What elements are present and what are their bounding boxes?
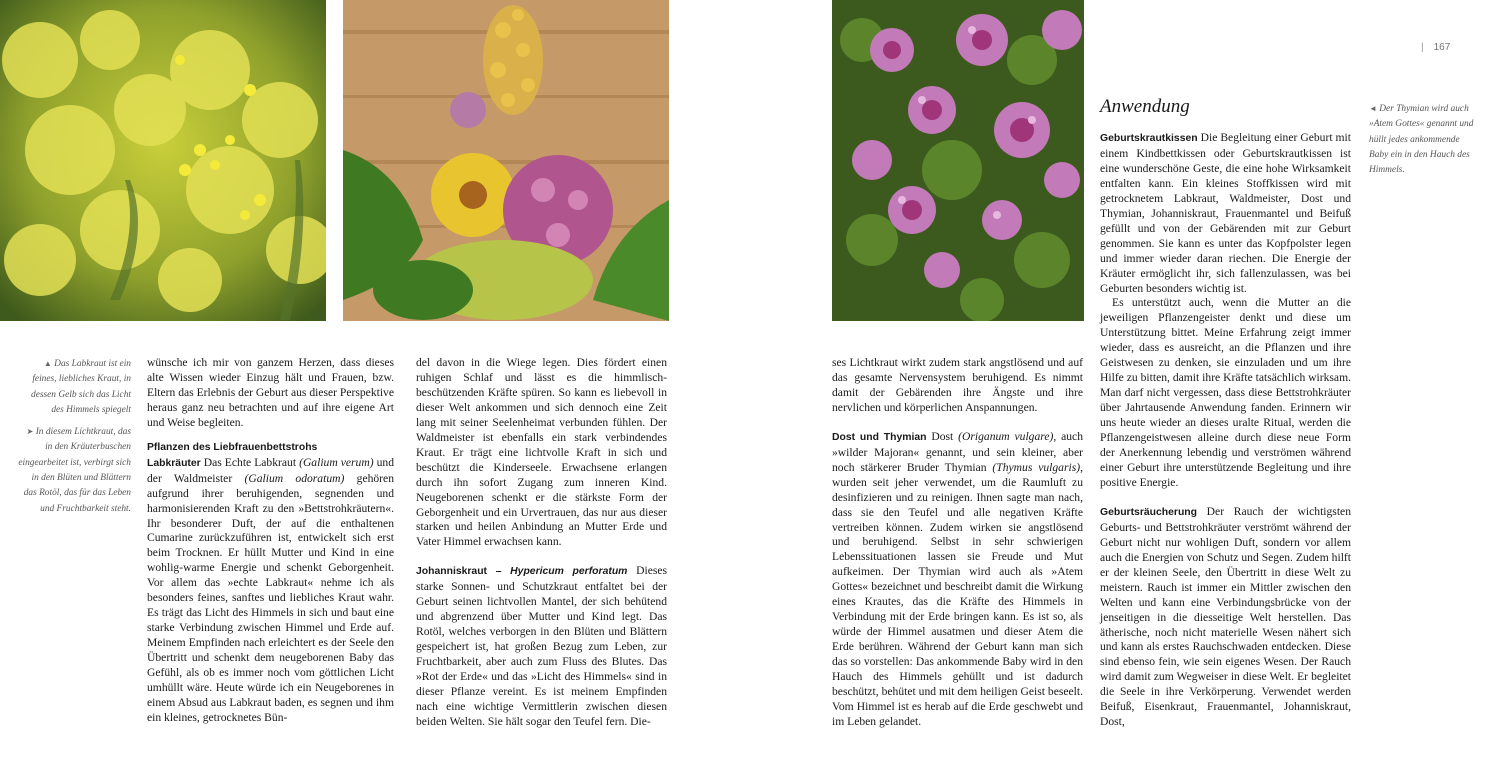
paragraph: Es unterstützt auch, wenn die Mutter an die jeweiligen Pflanzengeister denkt und diese um Unterstützung bittet. Meine Erfahrung zeigt immer wieder, dass es ausreicht, an die Pflanzen und ihre Geistwesen zu denken, sie einzuladen und um ihre Hilfe zu bitten, damit ihre Kräfte tatsächlich wirksam. Man darf nicht vergessen, dass diese Bettstrohkräuter über Jahrtausende Anwendung fanden. Erinnern wir uns heute wieder an dieses uralte Ritual, werden die Pflanzengeistwesen alleine durch diese neue Form der Anerkennung lebendig und verströmen während einer Geburt ihre unterstützende Begleitung und ihre positive Energie. xyxy=(1100,296,1351,489)
arrow-left-icon: ◄ xyxy=(1369,104,1377,113)
paragraph: ses Lichtkraut wirkt zudem stark angstlösend und auf das gesamte Nervensystem beruhigend. Es nimmt damit der Gebärenden ihre Ängste und ihre nervlichen und körperlichen Anspannungen. xyxy=(832,356,1083,414)
captions-left xyxy=(18,356,131,517)
latin-name: (Thymus vulgaris) xyxy=(992,460,1081,474)
page-number-value: 167 xyxy=(1433,42,1451,53)
subheading-pflanzen: Pflanzen des Liebfrauenbettstrohs xyxy=(147,441,318,453)
paragraph-geburtsraeucherung xyxy=(1100,505,1351,730)
caption-labkraut xyxy=(18,356,131,418)
text-run: gehören aufgrund ihrer beruhigenden, segnenden und harmonisierenden Kraft zu den »Bettstrohkräutern«. Ihr besonderer Duft, der auf die enthaltenen Cumarine zurückzuführen ist, entwickelt sich erst beim Trocknen. Er hüllt Mutter und Kind in eine wohlig-warme Energie und schenkt Geborgenheit. Vor allem das »echte Labkraut« nehme ich als besonders feines, sanftes und liebliches Kraut wahr. Es trägt das Licht des Himmels in sich und baut eine starke Verbindung zwischen Himmel und Erde auf. Meinem Empfinden nach erleichtert es der Seele den Übertritt und schenkt dem neugeborenen Baby das Gefühl, als ob es immer noch vom göttlichen Licht umhüllt wäre. Heute würde ich ein Neugeborenes in einem Absud aus Labkraut baden, es segnen und ihm ein kleines, getrocknetes Bün- xyxy=(147,471,394,724)
text-run: Der Rauch der wichtigsten Geburts- und Bettstrohkräuter verströmt während der Geburt nicht nur wohligen Duft, sondern vor allem auch die Energien von Schutz und Segen. Zudem hilft er der kleinen Seele, den Übertritt in diese Welt zu meistern. Rauch ist immer ein Mittler zwischen den Welten und kann eine Verbindungsbrücke von der jenseitigen in die diesseitige Welt herstellen. Das ätherische, noch nicht materielle Wesen nähert sich und kann als erstes Rauchschwaden entdecken. Diese sind ebenso fein, wie sein eigenes Wesen. Der Rauch wird damit zum Wegweiser in diese Welt. Er begleitet die Seele in ihre Verkörperung. Verwendet werden Beifuß, Eisenkraut, Frauenmantel, Johanniskraut, Dost, xyxy=(1100,504,1351,729)
photo-thyme xyxy=(832,0,1084,321)
paragraph-head: Johanniskraut – xyxy=(416,566,511,578)
caption-thymian-text: Der Thymian wird auch »Atem Gottes« genannt und hüllt jedes ankommende Baby ein in den Hauch des Himmels. xyxy=(1369,104,1474,176)
text-run: und der Waldmeister xyxy=(147,455,394,485)
paragraph-head: Geburtskrautkissen xyxy=(1100,133,1198,144)
latin-name: Hypericum perforatum xyxy=(510,566,628,578)
arrow-right-icon: ➤ xyxy=(26,427,34,437)
text-run: Das Echte Labkraut xyxy=(200,455,300,469)
paragraph: del davon in die Wiege legen. Dies fördert einen ruhigen Schlaf und lässt es die himmlisch-beschützenden Kräfte spüren. So kann es liebevoll in dieser Welt ankommen und sich dennoch eine Zeit lang mit seiner Seelenheimat verbunden fühlen. Der Waldmeister ist ebenfalls ein stark verbindendes Kraut. Er trägt eine lichtvolle Kraft in sich und beschützt die Kinderseele. Erwachsene erlangen durch ihn sofort Zugang zum inneren Kind. Neugeborenen schenkt er die stärkste Form der Geborgenheit und ein Urvertrauen, das nur aus dieser starken und heilen Anbindung an Mutter Erde und Vater Himmel erwachsen kann. xyxy=(416,356,667,549)
caption-johanniskraut-text: In diesem Lichtkraut, das in den Kräuterbuschen eingearbeitet ist, verbirgt sich in den Blüten und Blättern das Rotöl, das für das Leben und Fruchtbarkeit steht. xyxy=(18,427,131,514)
text-run: Dost xyxy=(926,429,959,443)
paragraph-geburtskrautkissen xyxy=(1100,131,1351,296)
text-run: Die Begleitung einer Geburt mit einem Kindbettkissen oder Geburtskrautkissen ist eine wunderschöne Geste, die eine hohe Wirksamkeit entfalten kann. Ein kleines Stoffkissen wird mit getrocknetem Labkraut, Waldmeister, Dost und Thymian, Johanniskraut, Frauenmantel und Beifuß gefüllt und von der Gebärenden mit zur Geburt genommen. Sie kann es unter das Kopfpolster legen und immer wieder daran riechen. Die Energie der Kräuter ermöglicht ihr, sich fallenzulassen, was bei Geburten besonders wichtig ist. xyxy=(1100,131,1351,295)
arrow-up-icon: ▲ xyxy=(43,359,52,368)
paragraph: wünsche ich mir von ganzem Herzen, dass dieses alte Wissen wieder Einzug hält und Frauen, bzw. Eltern das Erlebnis der Geburt aus dieser Perspektive heraus ganz neu betrachten und auf ihre eigene Art und Weise begleiten. xyxy=(147,356,394,429)
paragraph-johanniskraut xyxy=(416,564,667,729)
section-title: Anwendung xyxy=(1100,96,1190,117)
caption-thymian xyxy=(1369,101,1479,178)
text-column-3 xyxy=(832,356,1083,730)
caption-labkraut-text: Das Labkraut ist ein feines, liebliches Kraut, in dessen Gelb sich das Licht des Himmels spiegelt xyxy=(31,359,131,415)
photo-herb-bouquet xyxy=(343,0,669,321)
photo-lady-bedstraw xyxy=(0,0,326,321)
paragraph-head: Labkräuter xyxy=(147,457,201,469)
paragraph-head: Dost und Thymian xyxy=(832,431,927,443)
paragraph-head: Geburtsräucherung xyxy=(1100,506,1197,518)
paragraph-labkraeuter xyxy=(147,456,394,726)
paragraph-dost-thymian xyxy=(832,430,1083,730)
latin-name: (Galium verum) xyxy=(299,455,374,469)
text-column-4 xyxy=(1100,131,1351,730)
text-run: , wurden seit jeher verwendet, um die Raumluft zu desinfizieren und zu reinigen. Ihnen sagte man nach, dass sie den Teufel und alle negativen Kräfte vertreiben können. Zudem wirken sie angstlösend und beruhigend. Selbst in sehr schwierigen Lebenssituationen lassen sie Freude und Mut aufkeimen. Der Thymian wird auch als »Atem Gottes« bezeichnet und beschreibt damit die Wirkung eines Krautes, das die Kräfte des Himmels in Verbindung mit der Erde bringen kann. Es ist so, als würde der Himmel ausatmen und dieser Atem die Erde berühren. Während der Geburt kann man sich das so vorstellen: Das ankommende Baby wird in den Hauch des Himmels gehüllt und ist dadurch beschützt, behütet und mit dem heiligen Geist beseelt. Vom Himmel ist es herab auf die Erde geschwebt und im Leben gelandet. xyxy=(832,460,1083,728)
text-run: Dieses starke Sonnen- und Schutzkraut entfaltet bei der Geburt seinen lichtvollen Mantel, der sich behütend und abgrenzend über Mutter und Kind legt. Das Rotöl, welches verborgen in den Blüten und Blättern gespeichert ist, hat großen Bezug zum Leben, zur Fruchtbarkeit, aber auch zum Fluss des Blutes. Das »Rot der Erde« und das »Licht des Himmels« sind in dieser Pflanze vereint. Es ist meinem Empfinden nach eine wichtige Vermittlerin zwischen diesen beiden Welten. Sie hält sogar den Teufel fern. Die- xyxy=(416,564,668,728)
text-column-1 xyxy=(147,356,394,726)
text-column-2 xyxy=(416,356,667,730)
caption-johanniskraut xyxy=(18,424,131,517)
latin-name: (Galium odoratum) xyxy=(244,471,345,485)
text-run: , auch »wilder Majoran« genannt, und sein kleiner, aber noch stärkerer Bruder Thymian xyxy=(832,429,1083,474)
page-number: | 167 xyxy=(1421,42,1451,53)
latin-name: (Origanum vulgare) xyxy=(958,429,1054,443)
